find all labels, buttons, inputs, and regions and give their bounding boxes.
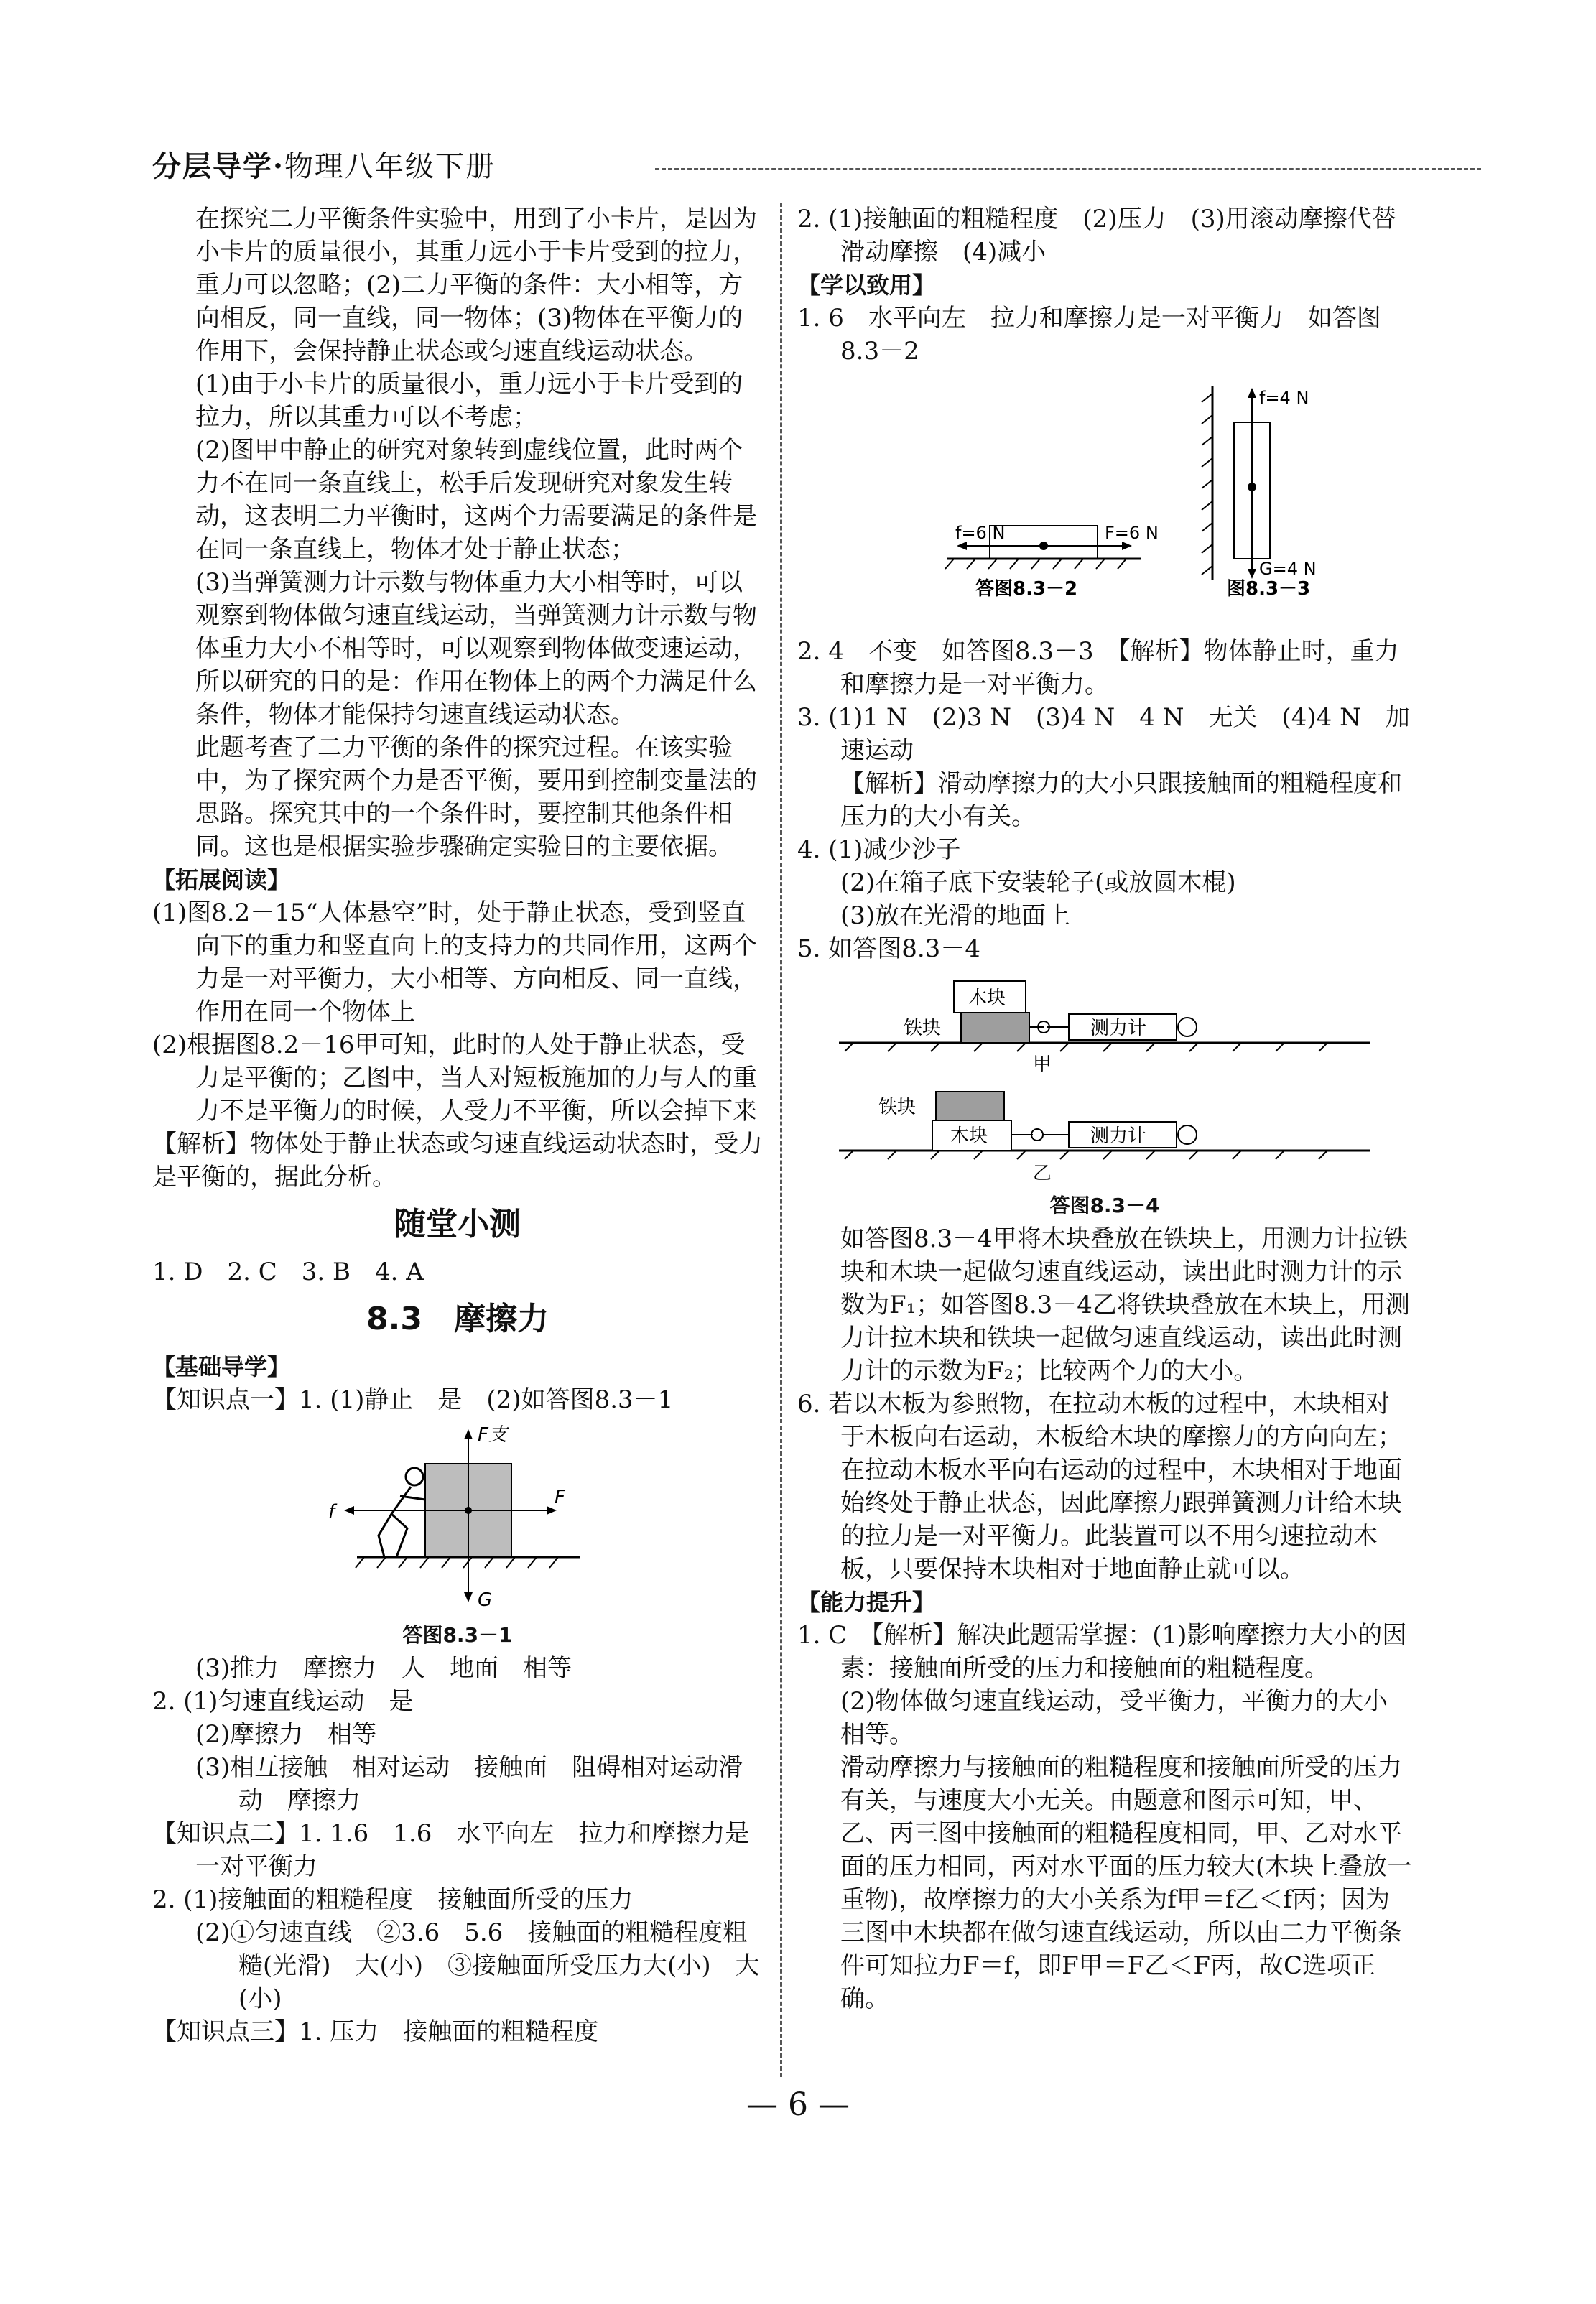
- paragraph: 2. (1)接触面的粗糙程度 接触面所受的压力: [152, 1885, 634, 1914]
- label-mukuai-yi: 木块: [950, 1125, 988, 1147]
- paragraph: 2. 4 不变 如答图8.3－3 【解析】物体静止时，重力和摩擦力是一对平衡力。: [797, 637, 1399, 699]
- paragraph: (2)根据图8.2－16甲可知，此时的人处于静止状态，受力是平衡的；乙图中，当人对短板施加的力与人的重力不是平衡力的时候，人受力不平衡，所以会掉下来: [152, 1031, 757, 1125]
- paragraph: (1)图8.2－15“人体悬空”时，处于静止状态，受到竖直向下的重力和竖直向上的支持力的共同作用，这两个力是一对平衡力，大小相等、方向相反、同一直线，作用在同一个物体上: [152, 898, 757, 1026]
- figure-8-3-2-and-8-3-3: [803, 372, 1406, 631]
- label-tiekuai-yi: 铁块: [878, 1097, 917, 1118]
- figure-8-3-4: [825, 970, 1385, 1185]
- label-mukuai-jia: 木块: [968, 988, 1006, 1009]
- paragraph: 1. 6 水平向左 拉力和摩擦力是一对平衡力 如答图8.3－2: [797, 304, 1381, 366]
- section-heading: 【基础导学】: [152, 1353, 291, 1380]
- left-column: [152, 203, 763, 2048]
- label-f-up: f=4 N: [1259, 388, 1309, 408]
- paragraph: (3)当弹簧测力计示数与物体重力大小相等时，可以观察到物体做匀速直线运动，当弹簧测力计示数与物体重力大小不相等时，可以观察到物体做变速运动，所以研究的目的是：作用在物体上的两个力满足什么条件，物体才能保持匀速直线运动状态。: [195, 568, 757, 729]
- paragraph: 2. (1)接触面的粗糙程度 (2)压力 (3)用滚动摩擦代替滑动摩擦 (4)减小: [797, 205, 1396, 266]
- label-f-left: f=6 N: [955, 523, 1006, 543]
- paragraph: 【解析】物体处于静止状态或匀速直线运动状态时，受力是平衡的，据此分析。: [152, 1130, 763, 1192]
- right-column: [797, 203, 1412, 2015]
- paragraph: 此题考查了二力平衡的条件的探究过程。在该实验中，为了探究两个力是否平衡，要用到控制变量法的思路。探究其中的一个条件时，要控制其他条件相同。这也是根据实验步骤确定实验目的主要依据。: [195, 733, 757, 861]
- paragraph: 5. 如答图8.3－4: [797, 934, 980, 963]
- paragraph: (2)①匀速直线 ②3.6 5.6 接触面的粗糙程度粗糙(光滑) 大(小) ③接触面所受压力大(小) 大(小): [195, 1918, 760, 2013]
- header-brand: 分层导学·物理八年级下册: [152, 149, 496, 183]
- paragraph: 在探究二力平衡条件实验中，用到了小卡片，是因为小卡片的质量很小，其重力远小于卡片受到的拉力，重力可以忽略；(2)二力平衡的条件：大小相等，方向相反，同一直线，同一物体；(3)物体在平衡力的作用下，会保持静止状态或匀速直线运动状态。: [195, 205, 757, 366]
- paragraph: (2)图甲中静止的研究对象转到虚线位置，此时两个力不在同一条直线上，松手后发现研究对象发生转动，这表明二力平衡时，这两个力需要满足的条件是在同一条直线上，物体才处于静止状态；: [195, 436, 757, 564]
- label-yi: 乙: [1033, 1163, 1052, 1184]
- figure-8-3-1: [307, 1421, 608, 1615]
- label-f-support: F支: [478, 1424, 507, 1446]
- caption-8-3-2: 答图8.3－2: [975, 578, 1078, 600]
- person-icon: [379, 1468, 425, 1557]
- paragraph: 1. D 2. C 3. B 4. A: [152, 1258, 424, 1286]
- caption-8-3-3: 图8.3－3: [1227, 578, 1311, 600]
- paragraph: (3)推力 摩擦力 人 地面 相等: [195, 1654, 572, 1683]
- label-celiji-jia: 测力计: [1090, 1018, 1147, 1039]
- paragraph: 【知识点一】1. (1)静止 是 (2)如答图8.3－1: [152, 1385, 674, 1414]
- label-F-right: F=6 N: [1105, 523, 1159, 543]
- paragraph: (1)由于小卡片的质量很小，重力远小于卡片受到的拉力，所以其重力可以不考虑；: [195, 370, 743, 432]
- column-divider: [780, 203, 782, 2077]
- paragraph: (2)物体做匀速直线运动，受平衡力，平衡力的大小相等。: [840, 1687, 1388, 1749]
- label-gravity: G: [478, 1589, 493, 1611]
- paragraph: (3)放在光滑的地面上: [840, 901, 1071, 930]
- label-celiji-yi: 测力计: [1090, 1125, 1147, 1147]
- paragraph: (2)在箱子底下安装轮子(或放圆木棍): [840, 868, 1236, 897]
- section-title: 随堂小测: [394, 1206, 521, 1242]
- page-number: — 6 —: [746, 2086, 850, 2123]
- paragraph: 【知识点三】1. 压力 接触面的粗糙程度: [152, 2017, 599, 2046]
- section-heading: 【拓展阅读】: [152, 866, 291, 893]
- label-f-push: F: [555, 1487, 565, 1508]
- header-rule: [655, 168, 1481, 170]
- section-heading: 【能力提升】: [797, 1589, 936, 1616]
- label-tiekuai-jia: 铁块: [904, 1018, 942, 1039]
- paragraph: 6. 若以木板为参照物，在拉动木板的过程中，木块相对于木板向右运动，木板给木块的摩擦力的方向向左；在拉动木板水平向右运动的过程中，木块相对于地面始终处于静止状态，因此摩擦力跟弹簧测力计给木块的拉力是一对平衡力。此装置可以不用匀速拉动木板，只要保持木块相对于地面静止就可以。: [797, 1390, 1402, 1584]
- figure-caption: 答图8.3－1: [402, 1623, 513, 1647]
- label-friction: f: [328, 1501, 335, 1523]
- page-header: [152, 144, 1481, 187]
- figure-caption: 答图8.3－4: [1049, 1194, 1160, 1217]
- paragraph: 【知识点二】1. 1.6 1.6 水平向左 拉力和摩擦力是一对平衡力: [152, 1819, 750, 1881]
- paragraph: 【解析】滑动摩擦力的大小只跟接触面的粗糙程度和压力的大小有关。: [840, 769, 1402, 831]
- section-title: 8.3 摩擦力: [366, 1301, 549, 1337]
- paragraph: 滑动摩擦力与接触面的粗糙程度和接触面所受的压力有关，与速度大小无关。由题意和图示可知，甲、乙、丙三图中接触面的粗糙程度相同，甲、乙对水平面的压力相同，丙对水平面的压力较大(木块上叠放一重物)，故摩擦力的大小关系为f甲＝f乙＜f丙；因为三图中木块都在做匀速直线运动，所以由二力平衡条件可知拉力F＝f，即F甲＝F乙＜F丙，故C选项正确。: [840, 1753, 1412, 2013]
- paragraph: 2. (1)匀速直线运动 是: [152, 1687, 414, 1716]
- paragraph: (3)相互接触 相对运动 接触面 阻碍相对运动滑动 摩擦力: [195, 1753, 743, 1815]
- label-jia: 甲: [1033, 1054, 1052, 1075]
- paragraph: 如答图8.3－4甲将木块叠放在铁块上，用测力计拉铁块和木块一起做匀速直线运动，读出此时测力计的示数为F₁；如答图8.3－4乙将铁块叠放在木块上，用测力计拉木块和铁块一起做匀速直线运动，读出此时测力计的示数为F₂；比较两个力的大小。: [840, 1225, 1410, 1385]
- section-heading: 【学以致用】: [797, 271, 936, 299]
- paragraph: 3. (1)1 N (2)3 N (3)4 N 4 N 无关 (4)4 N 加速运动: [797, 703, 1410, 765]
- label-G: G=4 N: [1259, 559, 1317, 579]
- paragraph: 1. C 【解析】解决此题需掌握：(1)影响摩擦力大小的因素：接触面所受的压力和接触面的粗糙程度。: [797, 1621, 1407, 1683]
- paragraph: (2)摩擦力 相等: [195, 1720, 377, 1749]
- paragraph: 4. (1)减少沙子: [797, 835, 961, 864]
